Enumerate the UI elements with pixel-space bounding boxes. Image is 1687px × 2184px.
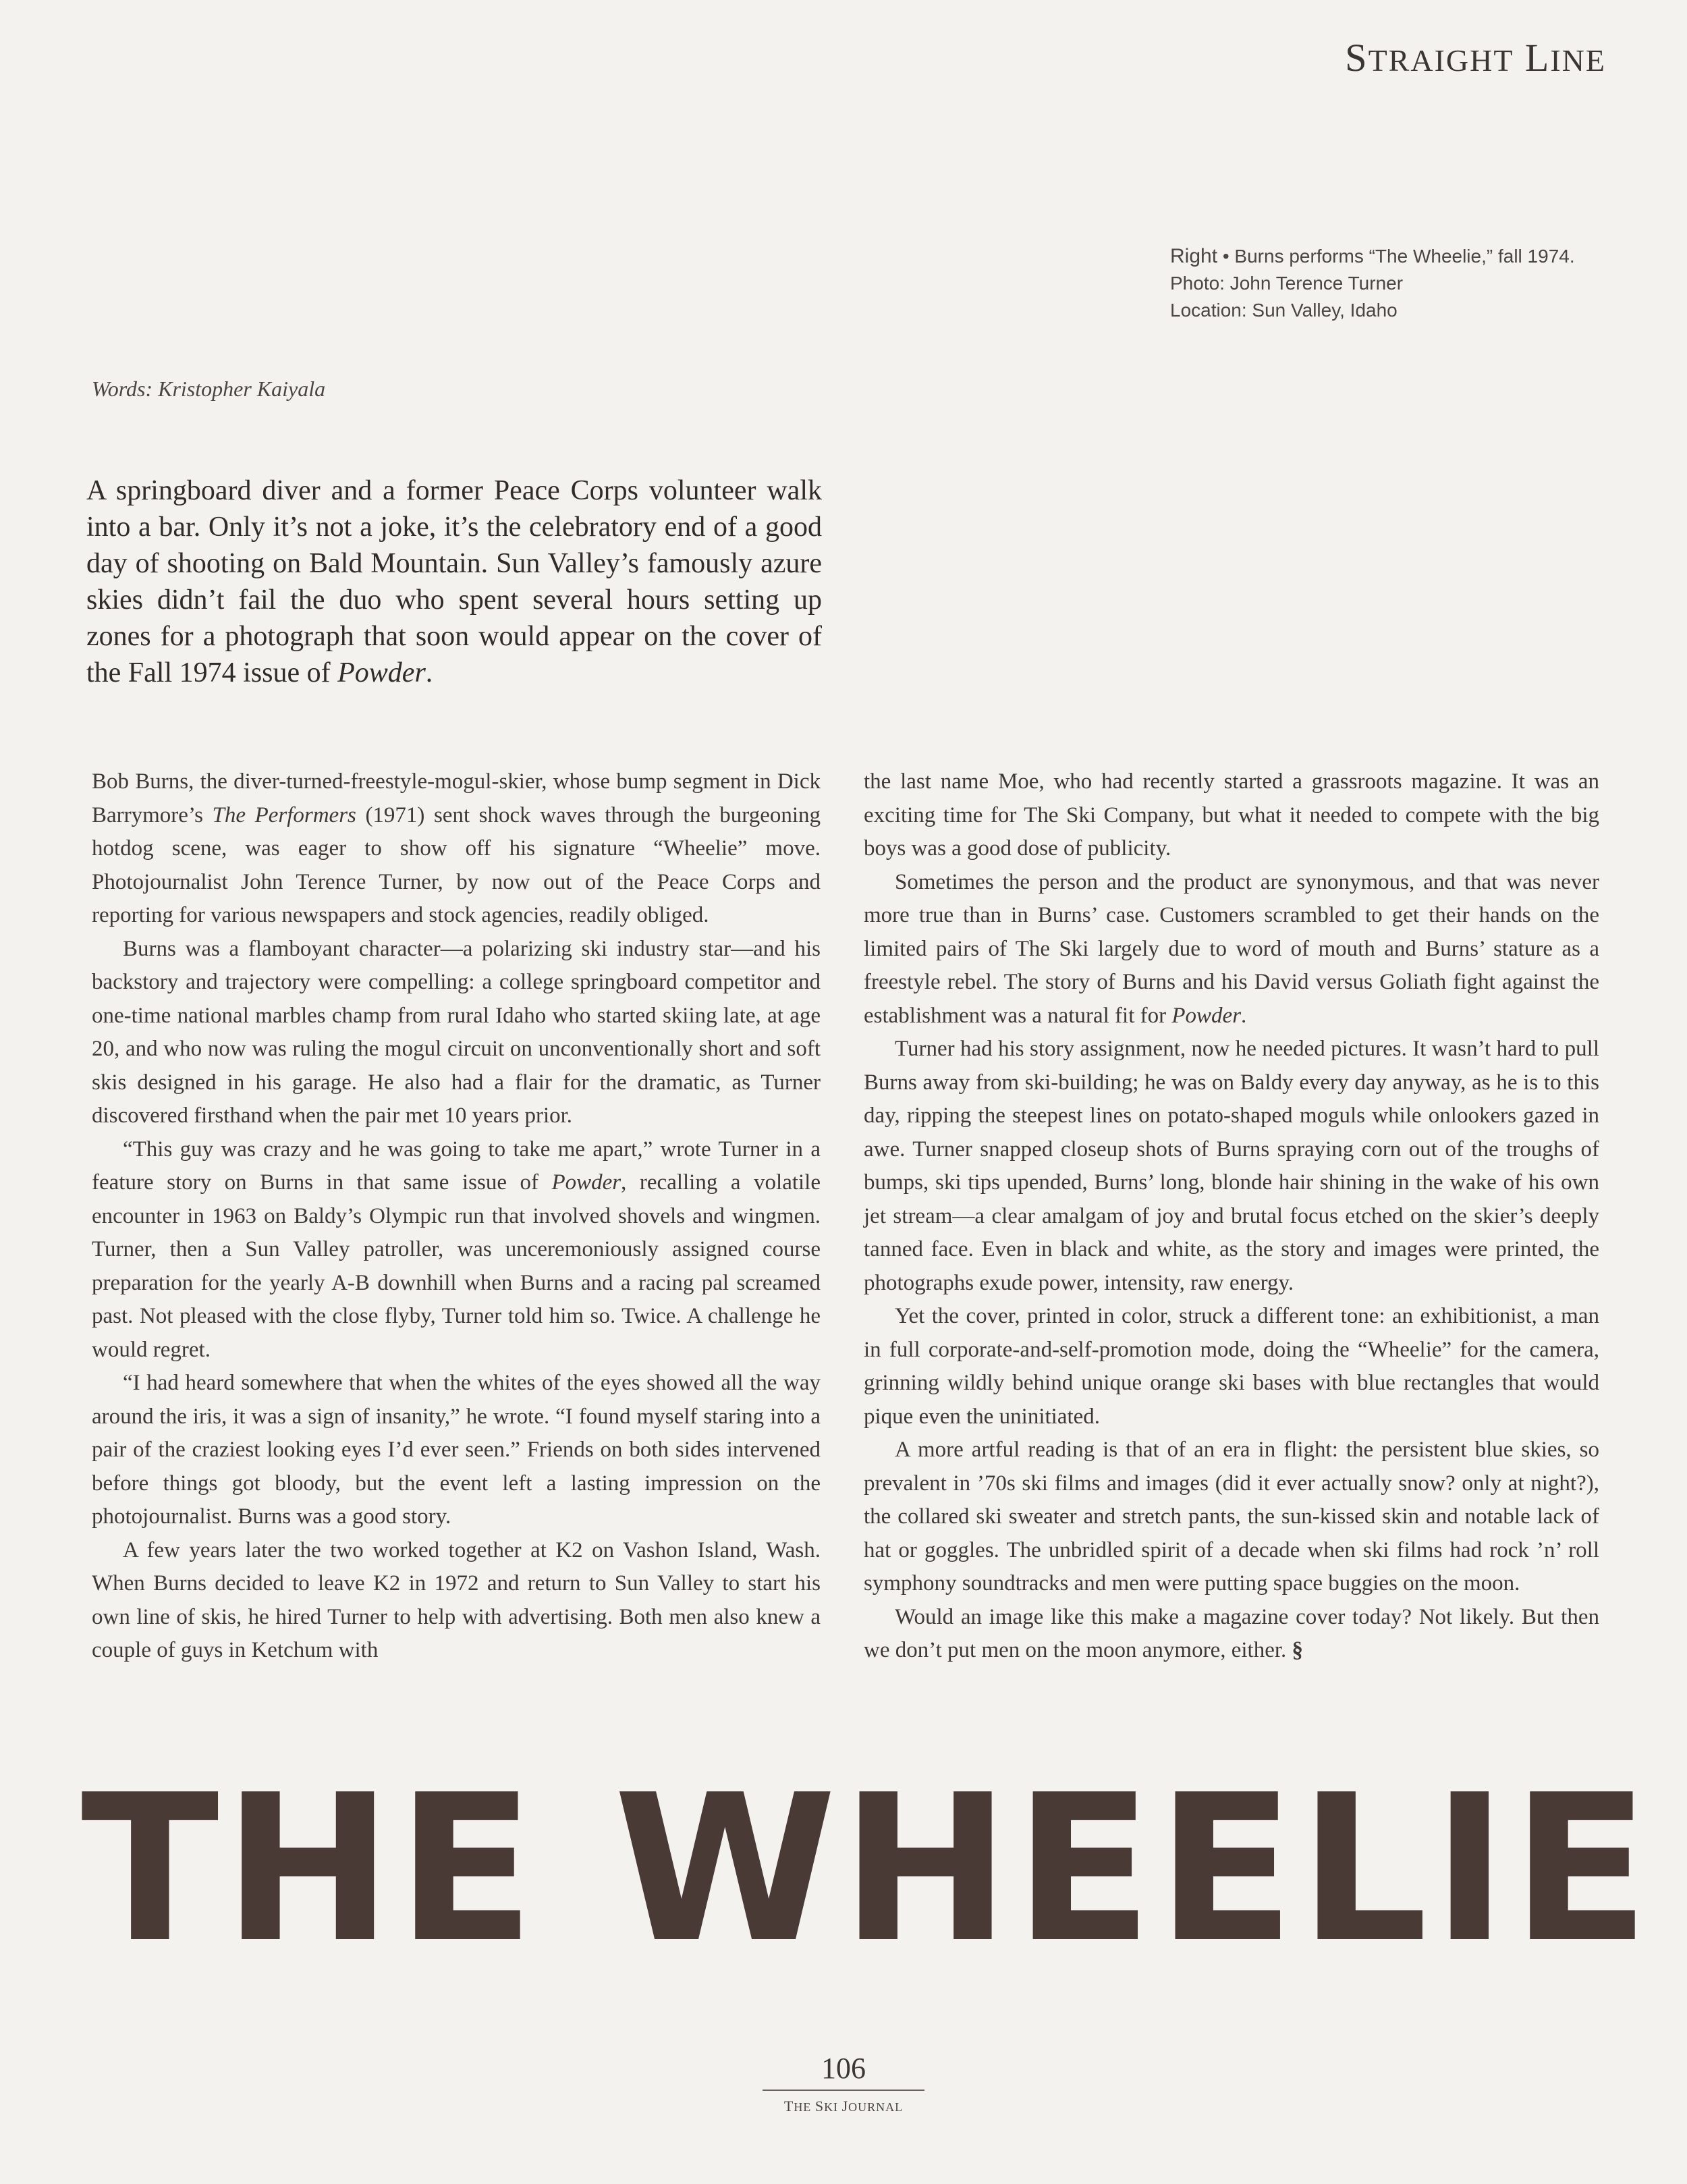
body-paragraph: A few years later the two worked together at K2 on Vashon Island, Wash. When Burns decided to leave K2 in 1972 and return to Sun Valley to start his own line of skis, he hired Turner to help with advertising. Both men also knew a couple of guys in Ketchum with [92,1537,821,1662]
body-paragraph: “This guy was crazy and he was going to take me apart,” wrote Turner in a feature story on Burns in that same issue of Powder, recalling a volatile encounter in 1963 on Baldy’s Olympic run that involved shovels and wingmen. Turner, then a Sun Valley patroller, was unceremoniously assigned course preparation for the yearly A-B downhill when Burns and a racing pal screamed past. Not pleased with the close flyby, Turner told him so. Twice. A challenge he would regret. [92,1137,821,1362]
publication-name: THE SKI JOURNAL [783,2098,904,2114]
body-paragraph: Sometimes the person and the product are synonymous, and that was never more true than in Burns’ case. Customers scrambled to get their hands on the limited pairs of The Ski largely due to word of mouth and Burns’ stature as a freestyle rebel. The story of Burns and his David versus Goliath fight against the establishment was a natural fit for Powder. [864,869,1599,1028]
body-paragraph: “I had heard somewhere that when the whites of the eyes showed all the way around the iris, it was a sign of insanity,” he wrote. “I found myself staring into a pair of the craziest looking eyes I’d ever seen.” Friends on both sides intervened before things got bloody, but the event left a lasting impression on the photojournalist. Burns was a good story. [92,1371,821,1529]
end-mark: § [1292,1638,1304,1662]
body-paragraph: the last name Moe, who had recently started a grassroots magazine. It was an exciting time for The Ski Company, but what it needed to compete with the big boys was a good dose of publicity. [864,769,1599,861]
body-paragraph: Turner had his story assignment, now he needed pictures. It wasn’t hard to pull Burns away from ski-building; he was on Baldy every day anyway, as he is to this day, ripping the steepest lines on potato-shaped moguls while onlookers gazed in awe. Turner snapped closeup shots of Burns spraying corn out of the troughs of bumps, ski tips upended, Burns’ long, blonde hair shining in the wake of his own jet stream—a clear amalgam of joy and brutal focus etched on the skier’s deeply tanned face. Even in black and white, as the story and images were printed, the photographs exude power, intensity, raw energy. [864,1037,1599,1295]
body-column-left [92,765,821,1668]
body-paragraph: Would an image like this make a magazine cover today? Not likely. But then we don’t put men on the moon anymore, either. § [864,1604,1599,1662]
headline: THE WHEELIE [81,1751,1654,1987]
page-number: 106 [821,2052,866,2085]
byline: Words: Kristopher Kaiyala [92,377,326,401]
photo-caption [1170,243,1642,324]
caption-line-1: Right • Burns performs “The Wheelie,” fall 1974. [1170,245,1575,267]
caption-photo-credit: Photo: John Terence Turner [1170,273,1404,294]
body-paragraph: Bob Burns, the diver-turned-freestyle-mogul-skier, whose bump segment in Dick Barrymore’s The Performers (1971) sent shock waves through the burgeoning hotdog scene, was eager to show off his signature “Wheelie” move. Photojournalist John Terence Turner, by now out of the Peace Corps and reporting for various newspapers and stock agencies, readily obliged. [92,769,821,927]
body-paragraph: A more artful reading is that of an era in flight: the persistent blue skies, so prevalent in ’70s ski films and images (did it ever actually snow? only at night?), the collared ski sweater and stretch pants, the sun-kissed skin and notable lack of hat or goggles. The unbridled spirit of a decade when ski films had rock ’n’ roll symphony soundtracks and men were putting space buggies on the moon. [864,1438,1599,1595]
section-title: STRAIGHT LINE [1345,36,1606,80]
deck-paragraph: A springboard diver and a former Peace Corps volunteer walk into a bar. Only it’s not a joke, it’s the celebratory end of a good day of shooting on Bald Mountain. Sun Valley’s famously azure skies didn’t fail the duo who spent several hours setting up zones for a photograph that soon would appear on the cover of the Fall 1974 issue of Powder. [86,475,822,688]
body-paragraph: Yet the cover, printed in color, struck a different tone: an exhibitionist, a man in full corporate-and-self-promotion mode, doing the “Wheelie” for the camera, grinning wildly behind unique orange ski bases with blue rectangles that would pique even the uninitiated. [864,1304,1599,1429]
caption-location: Location: Sun Valley, Idaho [1170,300,1398,321]
page-footer [763,2052,924,2115]
body-column-right [864,765,1599,1668]
body-paragraph: Burns was a flamboyant character—a polarizing ski industry star—and his backstory and trajectory were compelling: a college springboard competitor and one-time national marbles champ from rural Idaho who started skiing late, at age 20, and who now was ruling the mogul circuit on unconventionally short and soft skis designed in his garage. He also had a flair for the dramatic, as Turner discovered firsthand when the pair met 10 years prior. [92,936,821,1128]
footer-divider [763,2090,924,2091]
